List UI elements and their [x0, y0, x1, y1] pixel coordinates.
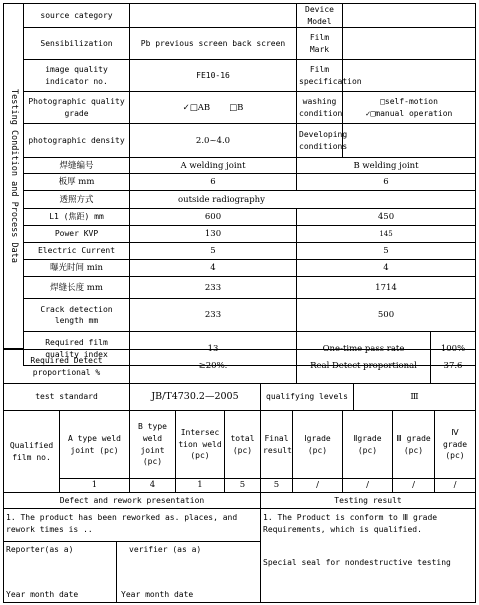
row-power [24, 226, 476, 243]
weld-no-label: 焊缝编号 [24, 158, 130, 174]
exposure-b: 4 [297, 260, 476, 277]
a-type-header: A type weld joint (pc) [60, 411, 130, 479]
b-type-value: 4 [130, 479, 176, 493]
thickness-b: 6 [297, 174, 476, 191]
weld-b-header: B welding joint [297, 158, 476, 174]
special-seal: Special seal for nondestructive testing [263, 558, 451, 568]
verifier-cell [117, 542, 261, 603]
l1-label: L1 (焦距) mm [24, 209, 130, 226]
crack-b: 500 [297, 299, 476, 332]
row-l1 [24, 209, 476, 226]
reporter-label: Reporter(as a) [6, 545, 74, 554]
grade-4-header: Ⅳ grade (pc) [435, 411, 476, 479]
film-spec-value [343, 60, 476, 92]
thickness-a: 6 [130, 174, 297, 191]
film-mark-value [343, 28, 476, 60]
row-sensibilization [24, 28, 476, 60]
reporter-cell [4, 542, 117, 603]
row-weld-header [24, 158, 476, 174]
device-model-label: Device Model [297, 4, 343, 28]
current-b: 5 [297, 243, 476, 260]
exposure-a: 4 [130, 260, 297, 277]
sensibilization-value: Pb previous screen back screen [130, 28, 297, 60]
film-spec-label: Film specification [297, 60, 343, 92]
qualifying-levels-label: qualifying levels [261, 384, 354, 411]
side-label-box [3, 3, 24, 349]
report-form [3, 3, 475, 602]
pass-rate-value: 100% [431, 332, 476, 366]
weld-a-header: A welding joint [130, 158, 297, 174]
row-defect-text [4, 509, 476, 542]
reporter-date: Year month date [6, 590, 79, 600]
row-current [24, 243, 476, 260]
self-motion-checkbox[interactable]: □self-motion [380, 97, 438, 107]
side-label: Testing Condition and Process Data [9, 89, 19, 263]
row-standard [4, 384, 476, 411]
row-density [24, 124, 476, 158]
real-proportion-value: 37.6 [431, 350, 476, 384]
result-title: Testing result [261, 493, 476, 509]
row-photo-grade [24, 92, 476, 124]
source-category-label: source category [24, 4, 130, 28]
row-crack [24, 299, 476, 332]
defect-text: 1. The product has been reworked as. places, and rework times is .. [4, 509, 261, 542]
density-label: photographic density [24, 124, 130, 158]
thickness-label: 板厚 mm [24, 174, 130, 191]
row-exposure [24, 260, 476, 277]
crack-a: 233 [130, 299, 297, 332]
developing-value [343, 124, 476, 158]
row-qualified-header [4, 411, 476, 479]
grade-ab-checkbox[interactable]: ✓□AB [182, 102, 211, 113]
grade-2-value: / [343, 479, 393, 493]
l1-a: 600 [130, 209, 297, 226]
defect-title: Defect and rework presentation [4, 493, 261, 509]
weld-length-label: 焊缝长度 mm [24, 277, 130, 299]
exposure-label: 曝光时间 min [24, 260, 130, 277]
real-proportion-label: Real Detect proportional [297, 350, 431, 384]
result-block [261, 509, 476, 603]
washing-label: washing condition [297, 92, 343, 124]
row-defect-title [4, 493, 476, 509]
required-iqi-label: Required film quality index [24, 332, 130, 366]
required-proportion-value: ≥20%. [130, 350, 297, 384]
sensibilization-label: Sensibilization [24, 28, 130, 60]
photo-grade-label: Photographic quality grade [24, 92, 130, 124]
test-standard-value: JB/T4730.2—2005 [130, 384, 261, 411]
row-proportion [4, 350, 476, 384]
weld-length-a: 233 [130, 277, 297, 299]
power-a: 130 [130, 226, 297, 243]
qualified-film-label: Qualified film no. [4, 411, 60, 493]
test-standard-label: test standard [4, 384, 130, 411]
iqi-value: FE10-16 [130, 60, 297, 92]
intersection-header: Intersec tion weld (pc) [176, 411, 225, 479]
standard-table [3, 383, 476, 411]
washing-options [343, 92, 476, 124]
row-source [24, 4, 476, 28]
required-proportion-label: Required Detect proportional % [4, 350, 130, 384]
current-label: Electric Current [24, 243, 130, 260]
row-qualified-values [4, 479, 476, 493]
current-a: 5 [130, 243, 297, 260]
row-weld-length [24, 277, 476, 299]
proportion-table [3, 349, 476, 384]
grade-b-checkbox[interactable]: □B [229, 102, 244, 113]
film-mark-label: Film Mark [297, 28, 343, 60]
device-model-value [343, 4, 476, 28]
b-type-header: B type weld joint (pc) [130, 411, 176, 479]
grade-1-header: Ⅰgrade (pc) [293, 411, 343, 479]
manual-operation-checkbox[interactable]: ✓□manual operation [365, 108, 453, 118]
method-label: 透照方式 [24, 191, 130, 209]
qualified-table [3, 410, 476, 493]
crack-label: Crack detection length mm [24, 299, 130, 332]
result-text: 1. The Product is conform to Ⅲ grade Requirements, which is qualified. [263, 513, 438, 534]
intersection-value: 1 [176, 479, 225, 493]
power-label: Power KVP [24, 226, 130, 243]
a-type-value: 1 [60, 479, 130, 493]
power-b: 145 [297, 226, 476, 243]
total-value: 5 [225, 479, 261, 493]
defect-result-table [3, 492, 476, 603]
grade-3-header: Ⅲ grade (pc) [393, 411, 435, 479]
total-header: total (pc) [225, 411, 261, 479]
grade-2-header: Ⅱgrade (pc) [343, 411, 393, 479]
density-value: 2.0~4.0 [130, 124, 297, 158]
verifier-label: verifier (as a) [129, 545, 202, 554]
qualifying-levels-value: Ⅲ [354, 384, 476, 411]
photo-grade-options [130, 92, 297, 124]
row-iqi [24, 60, 476, 92]
final-result-header: Final result [261, 411, 293, 479]
weld-length-b: 1714 [297, 277, 476, 299]
row-thickness [24, 174, 476, 191]
iqi-label: image quality indicator no. [24, 60, 130, 92]
pass-rate-label: One-time pass rate [297, 332, 431, 366]
method-value: outside radiography [130, 191, 476, 209]
developing-label: Developing conditions [297, 124, 343, 158]
grade-1-slash: / [293, 479, 343, 493]
l1-b: 450 [297, 209, 476, 226]
grade-1-value: 5 [261, 479, 293, 493]
row-method [24, 191, 476, 209]
grade-3-value: / [393, 479, 435, 493]
grade-4-value: / [435, 479, 476, 493]
required-iqi-value: 13 [130, 332, 297, 366]
source-category-value [130, 4, 297, 28]
condition-table [23, 3, 476, 366]
verifier-date: Year month date [121, 590, 194, 600]
